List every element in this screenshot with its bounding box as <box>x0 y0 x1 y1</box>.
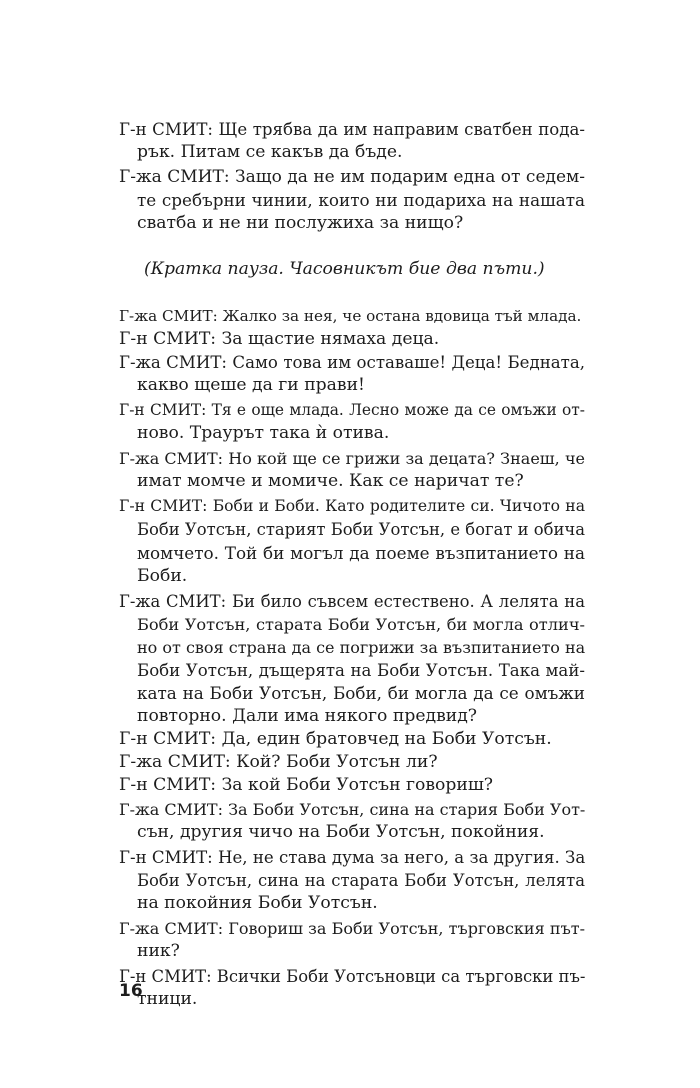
text-line: Г-жа СМИТ: Говориш за Боби Уотсън, търговския път- <box>119 919 585 938</box>
text-line: Г-н СМИТ: Боби и Боби. Като родителите си. Чичото на <box>119 497 585 516</box>
dialogue-line <box>119 590 585 729</box>
dialogue-line <box>119 965 585 1011</box>
play-text <box>119 118 585 1011</box>
stage-direction: (Кратка пауза. Часовникът бие два пъти.) <box>144 259 545 280</box>
dialogue-line <box>119 917 585 963</box>
dialogue-line <box>119 495 585 587</box>
text-line: но от своя страна да се погрижи за възпитанието на <box>137 637 586 657</box>
page-number: 16 <box>119 981 143 1001</box>
text-line: Г-н СМИТ: Всички Боби Уотсъновци са търговски пъ- <box>119 967 586 987</box>
text-line: Г-н СМИТ: Не, не става дума за него, а за другия. За <box>119 847 586 867</box>
text-line: сватба и не ни послужиха за нищо? <box>137 213 464 234</box>
text-line: Боби Уотсън, дъщерята на Боби Уотсън. Така май- <box>137 660 585 680</box>
dialogue-line <box>119 846 585 915</box>
dialogue-line: Г-н СМИТ: За кой Боби Уотсън говориш? <box>119 775 494 796</box>
text-line: те сребърни чинии, които ни подариха на нашата <box>137 190 585 211</box>
text-line: какво щеше да ги прави! <box>137 374 365 395</box>
text-line: ката на Боби Уотсън, Боби, би могла да се омъжи <box>137 683 585 704</box>
text-line: рък. Питам се какъв да бъде. <box>137 142 403 163</box>
text-line: Г-жа СМИТ: Само това им оставаше! Деца! Бедната, <box>119 352 585 372</box>
dialogue-line <box>119 798 585 844</box>
dialogue-line <box>119 351 585 397</box>
text-line: на покойния Боби Уотсън. <box>137 892 378 913</box>
dialogue-line <box>119 118 585 164</box>
text-line: Боби Уотсън, сина на старата Боби Уотсън, лелята <box>137 870 585 890</box>
text-line: ново. Траурът така ѝ отива. <box>137 423 390 444</box>
text-line: Г-жа СМИТ: Но кой ще се грижи за децата? Знаеш, че <box>119 449 585 469</box>
dialogue-line: Г-жа СМИТ: Жалко за нея, че остана вдовица тъй млада. <box>119 306 582 325</box>
text-line: Г-жа СМИТ: За Боби Уотсън, сина на стария Боби Уот- <box>119 799 586 819</box>
text-line: тници. <box>137 989 198 1010</box>
text-line: имат момче и момиче. Как се наричат те? <box>137 471 524 492</box>
text-line: повторно. Дали има някого предвид? <box>137 706 478 727</box>
text-line: Г-н СМИТ: Тя е още млада. Лесно може да се омъжи от- <box>119 400 585 419</box>
dialogue-line <box>119 399 585 445</box>
text-line: Боби Уотсън, старият Боби Уотсън, е богат и обича <box>137 520 586 540</box>
text-line: Г-н СМИТ: Ще трябва да им направим сватбен пода- <box>119 120 585 139</box>
text-line: сън, другия чичо на Боби Уотсън, покойния. <box>137 821 545 842</box>
dialogue-line <box>119 447 585 493</box>
text-line: Г-жа СМИТ: Би било съвсем естествено. А лелята на <box>119 591 585 611</box>
dialogue-line <box>119 166 585 235</box>
dialogue-line: Г-жа СМИТ: Кой? Боби Уотсън ли? <box>119 752 438 773</box>
dialogue-line: Г-н СМИТ: Да, един братовчед на Боби Уотсън. <box>119 729 552 750</box>
text-line: ник? <box>137 941 180 962</box>
text-line: Боби Уотсън, старата Боби Уотсън, би могла отлич- <box>137 614 585 634</box>
dialogue-line: Г-н СМИТ: За щастие нямаха деца. <box>119 328 440 349</box>
text-line: Боби. <box>137 565 188 586</box>
text-line: момчето. Той би могъл да поеме възпитанието на <box>137 542 585 563</box>
text-line: Г-жа СМИТ: Защо да не им подарим една от седем- <box>119 167 585 188</box>
